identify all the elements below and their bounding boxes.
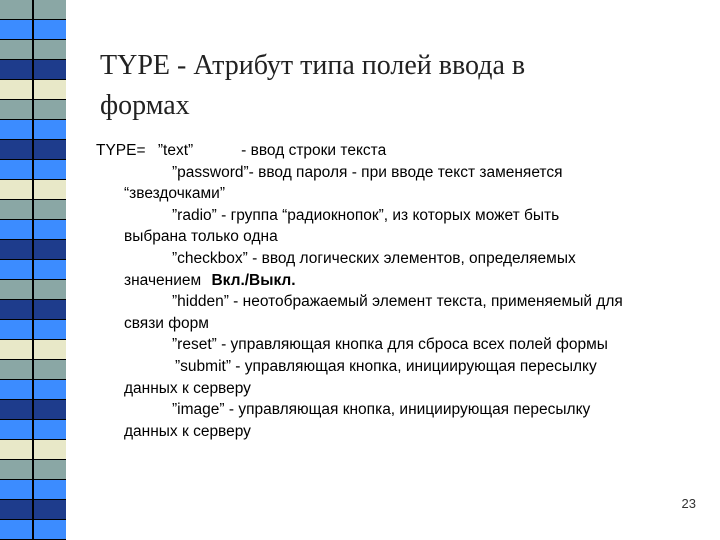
stripe-cell bbox=[34, 180, 66, 200]
stripe-segment bbox=[0, 40, 66, 60]
text-description: - ввод строки текста bbox=[241, 142, 387, 159]
stripe-cell bbox=[0, 520, 32, 540]
reset-line: ”reset” - управляющая кнопка для сброса всех полей формы bbox=[172, 336, 608, 354]
stripe-cell bbox=[0, 500, 32, 520]
stripe-segment bbox=[0, 480, 66, 500]
stripe-cell bbox=[0, 80, 32, 100]
stripe-cell bbox=[34, 520, 66, 540]
stripe-cell bbox=[34, 460, 66, 480]
hidden-line-cont: связи форм bbox=[124, 314, 209, 332]
stripe-cell bbox=[34, 200, 66, 220]
checkbox-line: ”checkbox” - ввод логических элементов, определяемых bbox=[172, 249, 576, 267]
password-line-cont: “звездочками” bbox=[124, 185, 225, 203]
stripe-cell bbox=[34, 360, 66, 380]
type-label: TYPE= bbox=[96, 142, 146, 159]
stripe-cell bbox=[0, 440, 32, 460]
stripe-cell bbox=[0, 220, 32, 240]
image-line-cont: данных к серверу bbox=[124, 422, 251, 440]
stripe-segment bbox=[0, 60, 66, 80]
stripe-cell bbox=[34, 240, 66, 260]
stripe-cell bbox=[0, 140, 32, 160]
stripe-cell bbox=[34, 380, 66, 400]
stripe-cell bbox=[34, 0, 66, 20]
stripe-segment bbox=[0, 520, 66, 540]
stripe-segment bbox=[0, 220, 66, 240]
slide-title bbox=[100, 46, 690, 126]
stripe-cell bbox=[34, 420, 66, 440]
stripe-cell bbox=[0, 160, 32, 180]
stripe-cell bbox=[0, 420, 32, 440]
password-line: ”password”- ввод пароля - при вводе текст заменяется bbox=[172, 163, 563, 181]
stripe-cell bbox=[0, 340, 32, 360]
stripe-segment bbox=[0, 300, 66, 320]
stripe-cell bbox=[34, 100, 66, 120]
stripe-segment bbox=[0, 320, 66, 340]
stripe-segment bbox=[0, 200, 66, 220]
stripe-cell bbox=[0, 240, 32, 260]
stripe-cell bbox=[34, 440, 66, 460]
stripe-cell bbox=[34, 300, 66, 320]
stripe-segment bbox=[0, 460, 66, 480]
stripe-cell bbox=[0, 100, 32, 120]
page-number: 23 bbox=[681, 496, 696, 511]
stripe-cell bbox=[34, 140, 66, 160]
stripe-segment bbox=[0, 180, 66, 200]
stripe-cell bbox=[0, 480, 32, 500]
stripe-segment bbox=[0, 160, 66, 180]
stripe-cell bbox=[34, 280, 66, 300]
stripe-cell bbox=[0, 0, 32, 20]
stripe-segment bbox=[0, 120, 66, 140]
submit-line: ”submit” - управляющая кнопка, инициирующая пересылку bbox=[175, 357, 597, 375]
stripe-cell bbox=[0, 400, 32, 420]
stripe-cell bbox=[0, 260, 32, 280]
stripe-cell bbox=[34, 120, 66, 140]
text-value: ”text” bbox=[157, 142, 194, 159]
checkbox-cont-text: значением bbox=[124, 271, 202, 289]
image-line: ”image” - управляющая кнопка, инициирующая пересылку bbox=[172, 401, 591, 419]
stripe-cell bbox=[0, 280, 32, 300]
radio-line: ”radio” - группа “радиокнопок”, из которых может быть bbox=[172, 206, 560, 224]
stripe-cell bbox=[34, 340, 66, 360]
radio-line-cont: выбрана только одна bbox=[124, 228, 278, 246]
stripe-cell bbox=[34, 40, 66, 60]
stripe-segment bbox=[0, 80, 66, 100]
stripe-cell bbox=[0, 320, 32, 340]
stripe-segment bbox=[0, 20, 66, 40]
stripe-cell bbox=[34, 480, 66, 500]
stripe-cell bbox=[34, 20, 66, 40]
stripe-cell bbox=[34, 400, 66, 420]
stripe-cell bbox=[0, 460, 32, 480]
stripe-cell bbox=[34, 60, 66, 80]
stripe-cell bbox=[34, 260, 66, 280]
submit-line-cont: данных к серверу bbox=[124, 379, 251, 397]
stripe-cell bbox=[34, 320, 66, 340]
stripe-segment bbox=[0, 100, 66, 120]
stripe-segment bbox=[0, 140, 66, 160]
slide-body bbox=[96, 140, 706, 442]
stripe-cell bbox=[0, 380, 32, 400]
stripe-segment bbox=[0, 240, 66, 260]
stripe-cell bbox=[0, 180, 32, 200]
stripe-segment bbox=[0, 280, 66, 300]
stripe-cell bbox=[0, 20, 32, 40]
stripe-cell bbox=[34, 500, 66, 520]
stripe-segment bbox=[0, 360, 66, 380]
hidden-line: ”hidden” - неотображаемый элемент текста, применяемый для bbox=[172, 293, 623, 311]
stripe-cell bbox=[0, 40, 32, 60]
type-text-line bbox=[96, 140, 706, 162]
stripe-cell bbox=[0, 360, 32, 380]
stripe-segment bbox=[0, 0, 66, 20]
stripe-cell bbox=[34, 220, 66, 240]
title-line-1: TYPE - Атрибут типа полей ввода в bbox=[100, 50, 526, 81]
checkbox-values: Вкл./Выкл. bbox=[211, 271, 296, 289]
stripe-cell bbox=[34, 160, 66, 180]
stripe-segment bbox=[0, 260, 66, 280]
stripe-cell bbox=[34, 80, 66, 100]
stripe-cell bbox=[0, 300, 32, 320]
stripe-segment bbox=[0, 380, 66, 400]
decorative-stripe-bar bbox=[0, 0, 66, 540]
stripe-cell bbox=[0, 60, 32, 80]
stripe-segment bbox=[0, 340, 66, 360]
stripe-segment bbox=[0, 440, 66, 460]
stripe-segment bbox=[0, 500, 66, 520]
stripe-segment bbox=[0, 420, 66, 440]
checkbox-line-cont bbox=[96, 270, 706, 292]
stripe-segment bbox=[0, 400, 66, 420]
stripe-cell bbox=[0, 200, 32, 220]
stripe-cell bbox=[0, 120, 32, 140]
title-line-2: формах bbox=[100, 90, 190, 121]
